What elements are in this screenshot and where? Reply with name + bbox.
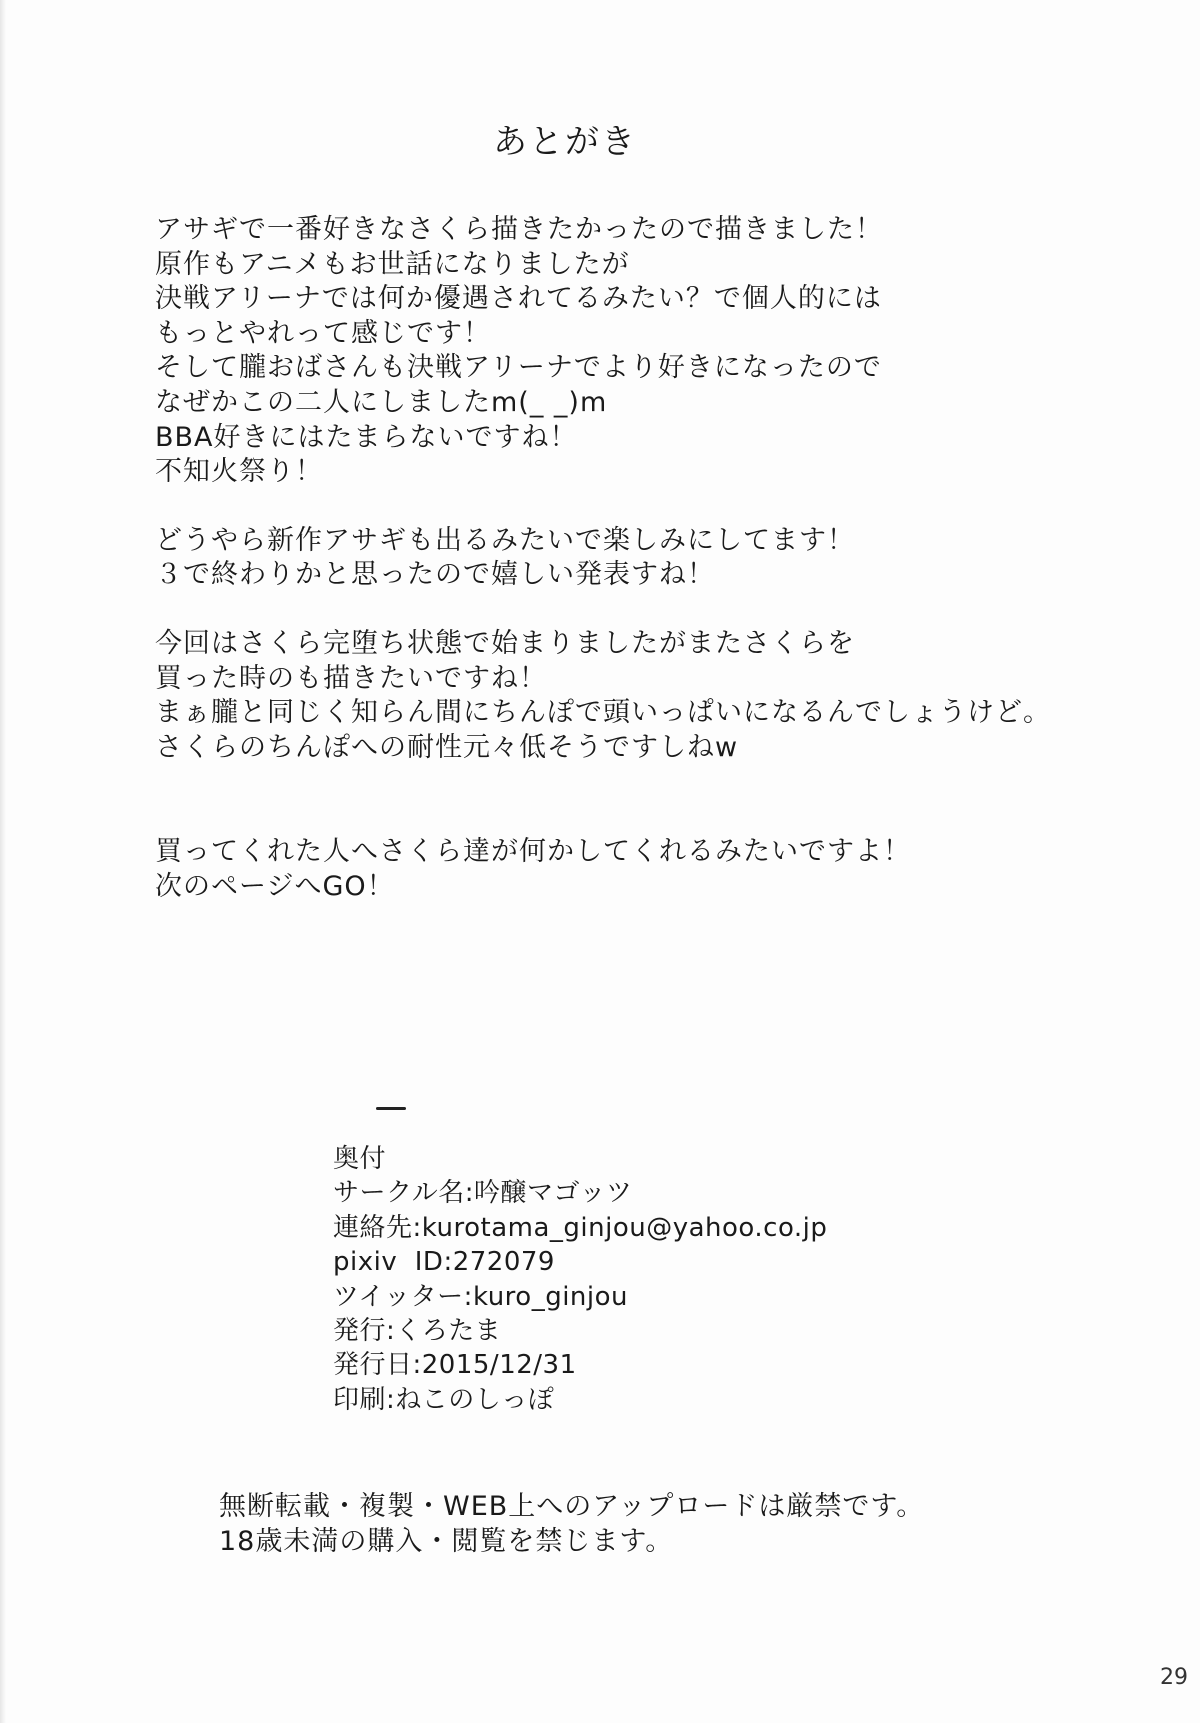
colophon-date: 発行日:2015/12/31 — [333, 1350, 577, 1381]
text-line: ３で終わりかと思ったので嬉しい発表すね！ — [155, 559, 715, 591]
page-title: あとがき — [493, 122, 637, 162]
afterword-paragraph-2 — [155, 524, 1155, 593]
text-line: 買った時のも描きたいですね！ — [155, 662, 547, 694]
colophon-circle: サークル名:吟醸マゴッツ — [333, 1178, 633, 1209]
text-line: 次のページへGO！ — [155, 870, 395, 902]
text-line: 今回はさくら完堕ち状態で始まりましたがまたさくらを — [155, 627, 855, 659]
afterword-paragraph-1 — [155, 213, 1155, 490]
text-line: どうやら新作アサギも出るみたいで楽しみにしてます！ — [155, 524, 855, 556]
text-line: 買ってくれた人へさくら達が何かしてくれるみたいですよ！ — [155, 836, 911, 868]
colophon-heading: 奥付 — [333, 1144, 387, 1174]
page-edge-shadow — [0, 0, 6, 1723]
text-line: 不知火祭り！ — [155, 456, 323, 488]
text-line: 原作もアニメもお世話になりましたが — [155, 248, 630, 280]
colophon-pixiv: pixiv ID:272079 — [333, 1247, 555, 1278]
colophon-publisher: 発行:くろたま — [333, 1316, 502, 1347]
page-number: 29 — [1160, 1665, 1188, 1690]
separator-dash — [376, 1107, 406, 1110]
text-line: もっとやれって感じです！ — [155, 317, 491, 349]
text-line: さくらのちんぽへの耐性元々低そうですしねw — [155, 731, 739, 763]
copyright-notice — [219, 1489, 1119, 1559]
notice-line-1: 無断転載・複製・WEB上へのアップロードは厳禁です。 — [219, 1491, 925, 1522]
colophon-contact: 連絡先:kurotama_ginjou@yahoo.co.jp — [333, 1212, 828, 1243]
afterword-body — [155, 213, 1155, 905]
colophon — [333, 1142, 1033, 1417]
text-line: BBA好きにはたまらないですね！ — [155, 421, 578, 453]
text-line: 決戦アリーナでは何か優遇されてるみたい？で個人的には — [155, 283, 882, 315]
notice-line-2: 18歳未満の購入・閲覧を禁じます。 — [219, 1526, 674, 1557]
colophon-twitter: ツイッター:kuro_ginjou — [333, 1281, 629, 1312]
text-line: まぁ朧と同じく知らん間にちんぽで頭いっぱいになるんでしょうけど。 — [155, 697, 1051, 729]
colophon-printer: 印刷:ねこのしっぽ — [333, 1384, 555, 1415]
afterword-paragraph-3 — [155, 627, 1155, 765]
afterword-paragraph-4 — [155, 835, 1155, 904]
text-line: そして朧おばさんも決戦アリーナでより好きになったので — [155, 352, 882, 384]
text-line: なぜかこの二人にしましたm(_ _)m — [155, 386, 608, 418]
text-line: アサギで一番好きなさくら描きたかったので描きました！ — [155, 214, 883, 245]
